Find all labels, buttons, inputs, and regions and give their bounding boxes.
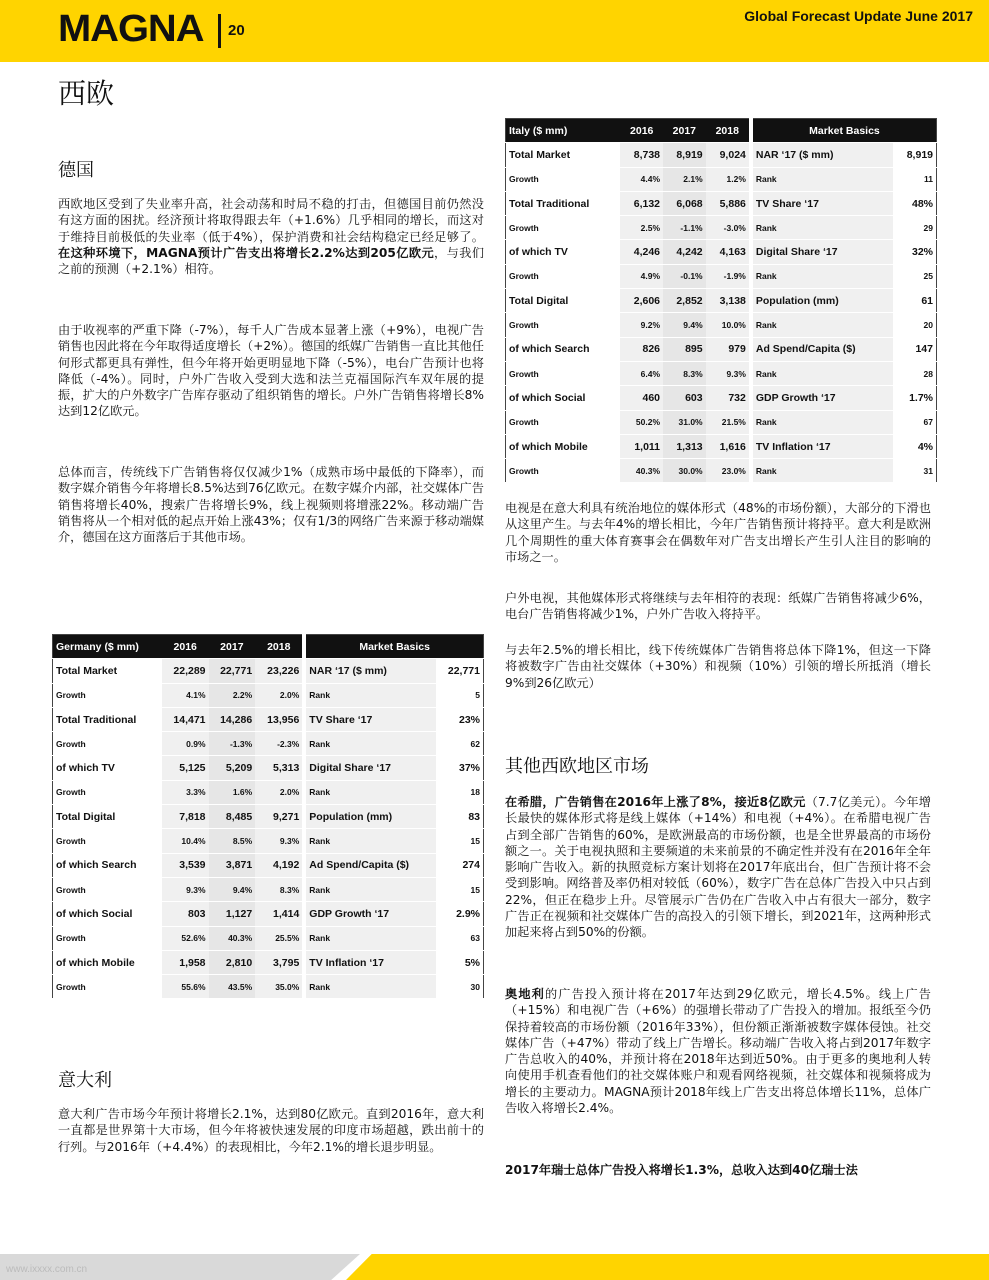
row-label: Growth — [53, 829, 162, 853]
germany-paragraph-1: 西欧地区受到了失业率升高，社会动荡和时局不稳的打击，但德国目前仍然没有这方面的困扰。经济预计将取得跟去年（+1.6%）几乎相同的增长，而这对于维持目前极低的失业率（低于4%），保护消费和社会结构稳定已经足够了。在这种环境下，MAGNA预计广告支出将增长2.2%达到205亿欧元，与我们之前的预测（+2.1%）相符。 — [58, 197, 485, 277]
austria-paragraph: 奥地利的广告投入预计将在2017年达到29亿欧元，增长4.5%。线上广告（+15%）和电视广告（+6%）的强增长带动了广告投入的增加。报纸至今仍保持着较高的市场份额（2016年33%），但份额正渐渐被数字媒体侵蚀。社交媒体广告（+47%）带动了线上广告增长。移动端广告收入将占到2017年数字广告总收入的40%，并预计将在2018年达到近50%。由于更多的奥地利人转向使用手机查看他们的社交媒体账户和观看网络视频，社交媒体和视频将成为增长的主要动力。MAGNA预计2018年线上广告支出将总体增长11%，总体广告收入将增长2.4%。 — [505, 987, 931, 1116]
basics-label: Population (mm) — [304, 805, 436, 829]
row-label: Growth — [53, 877, 162, 901]
row-label: of which Mobile — [53, 950, 162, 974]
basics-label: TV Share ‘17 — [304, 707, 436, 731]
basics-label: Rank — [304, 926, 436, 950]
value-cell: 4,242 — [663, 240, 706, 264]
value-cell: 8.3% — [255, 877, 304, 901]
table-row — [506, 434, 937, 458]
other-markets-heading: 其他西欧地区市场 — [505, 756, 649, 777]
table-row — [53, 805, 484, 829]
table-row — [506, 167, 937, 191]
market-basics-header: Market Basics — [304, 635, 483, 659]
greece-paragraph: 在希腊，广告销售在2016年上涨了8%，接近8亿欧元（7.7亿美元）。今年增长最快的媒体形式将是线上媒体（+14%）和电视（+4%）。在希腊电视广告占到全部广告销售的60%，是欧洲最高的市场份额，也是全世界最高的市场份额之一。关于电视执照和主要频道的未来前景的不确定性并没有在2016年全年影响广告收入。新的执照竞标方案计划将在2017年底出台，但广告预计将不会受到影响。网络普及率仍相对较低（60%），数字广告在总体广告投入中只占到22%，但正在稳步上升。尽管展示广告仍在广告收入中占有很大一部分，数字广告正在视频和社交媒体广告的高投入的引领下增长，到2021年，这两种形式加起来将占到50%的份额。 — [505, 795, 931, 940]
table-row — [506, 264, 937, 288]
basics-label: Population (mm) — [751, 289, 893, 313]
basics-value: 63 — [436, 926, 483, 950]
basics-label: Ad Spend/Capita ($) — [751, 337, 893, 361]
basics-value: 28 — [893, 361, 936, 385]
value-cell: 4,192 — [255, 853, 304, 877]
value-cell: 8.3% — [663, 361, 706, 385]
basics-label: Digital Share ‘17 — [304, 756, 436, 780]
row-label: of which TV — [506, 240, 621, 264]
value-cell: 4.1% — [162, 683, 209, 707]
basics-label: Rank — [304, 780, 436, 804]
value-cell: 40.3% — [209, 926, 256, 950]
row-label: Growth — [506, 313, 621, 337]
value-cell: 8.5% — [209, 829, 256, 853]
italy-paragraph-2: 电视是在意大利具有统治地位的媒体形式（48%的市场份额），大部分的下滑也从这里产生。与去年4%的增长相比，今年广告销售预计将持平。意大利是欧洲几个周期性的重大体育赛事会在偶数年对广告支出增长产生引人注目的影响的市场之一。 — [505, 501, 931, 564]
basics-value: 274 — [436, 853, 483, 877]
basics-value: 15 — [436, 877, 483, 901]
table-row — [506, 289, 937, 313]
value-cell: 1.2% — [706, 167, 751, 191]
row-label: of which Mobile — [506, 434, 621, 458]
basics-value: 23% — [436, 707, 483, 731]
value-cell: 31.0% — [663, 410, 706, 434]
basics-label: TV Inflation ‘17 — [304, 950, 436, 974]
value-cell: 10.4% — [162, 829, 209, 853]
value-cell: 40.3% — [620, 459, 663, 483]
basics-label: Rank — [751, 313, 893, 337]
table-row — [506, 240, 937, 264]
value-cell: 9.2% — [620, 313, 663, 337]
row-label: Growth — [53, 975, 162, 999]
table-row — [506, 216, 937, 240]
value-cell: 9.3% — [162, 877, 209, 901]
value-cell: 3,138 — [706, 289, 751, 313]
basics-value: 37% — [436, 756, 483, 780]
basics-value: 32% — [893, 240, 936, 264]
value-cell: 13,956 — [255, 707, 304, 731]
basics-value: 48% — [893, 191, 936, 215]
value-cell: 460 — [620, 386, 663, 410]
basics-label: Rank — [304, 732, 436, 756]
value-cell: 4.9% — [620, 264, 663, 288]
basics-label: Ad Spend/Capita ($) — [304, 853, 436, 877]
basics-value: 22,771 — [436, 659, 483, 683]
year-header: 2016 — [620, 119, 663, 143]
value-cell: 895 — [663, 337, 706, 361]
basics-label: Rank — [751, 459, 893, 483]
basics-label: NAR ‘17 ($ mm) — [751, 143, 893, 167]
switzerland-paragraph: 2017年瑞士总体广告投入将增长1.3%，总收入达到40亿瑞士法 — [505, 1163, 858, 1177]
value-cell: 50.2% — [620, 410, 663, 434]
basics-value: 4% — [893, 434, 936, 458]
year-header: 2018 — [255, 635, 304, 659]
germany-data-table — [52, 634, 484, 999]
value-cell: 2.2% — [209, 683, 256, 707]
magna-logo: MAGNA — [58, 8, 204, 50]
value-cell: 1.6% — [209, 780, 256, 804]
value-cell: -0.1% — [663, 264, 706, 288]
row-label: Total Market — [506, 143, 621, 167]
value-cell: 25.5% — [255, 926, 304, 950]
basics-label: Rank — [304, 975, 436, 999]
footer-yellow-band — [346, 1254, 989, 1280]
row-label: of which Social — [53, 902, 162, 926]
basics-value: 83 — [436, 805, 483, 829]
basics-value: 5 — [436, 683, 483, 707]
table-row — [506, 410, 937, 434]
row-label: Growth — [506, 361, 621, 385]
value-cell: 9.3% — [706, 361, 751, 385]
italy-paragraph-3: 户外电视，其他媒体形式将继续与去年相符的表现：纸媒广告销售将减少6%，电台广告销售将减少1%，户外广告收入将持平。 — [505, 591, 931, 622]
value-cell: 21.5% — [706, 410, 751, 434]
table-row — [53, 950, 484, 974]
basics-value: 147 — [893, 337, 936, 361]
value-cell: 8,738 — [620, 143, 663, 167]
page-number: 20 — [228, 22, 245, 39]
value-cell: 826 — [620, 337, 663, 361]
row-label: Total Digital — [506, 289, 621, 313]
value-cell: -3.0% — [706, 216, 751, 240]
value-cell: 8,919 — [663, 143, 706, 167]
value-cell: 35.0% — [255, 975, 304, 999]
value-cell: 3,795 — [255, 950, 304, 974]
value-cell: 30.0% — [663, 459, 706, 483]
value-cell: 803 — [162, 902, 209, 926]
value-cell: 55.6% — [162, 975, 209, 999]
value-cell: 5,886 — [706, 191, 751, 215]
row-label: Total Traditional — [506, 191, 621, 215]
row-label: Growth — [506, 410, 621, 434]
germany-heading: 德国 — [58, 160, 94, 181]
basics-value: 61 — [893, 289, 936, 313]
basics-label: GDP Growth ‘17 — [751, 386, 893, 410]
page-divider — [218, 14, 221, 48]
table-row — [506, 191, 937, 215]
table-row — [53, 829, 484, 853]
table-row — [506, 459, 937, 483]
value-cell: 6,132 — [620, 191, 663, 215]
table-row — [506, 361, 937, 385]
table-row — [53, 877, 484, 901]
value-cell: 4,163 — [706, 240, 751, 264]
value-cell: 4,246 — [620, 240, 663, 264]
value-cell: 1,313 — [663, 434, 706, 458]
watermark: www.ixxxx.com.cn — [6, 1264, 88, 1275]
section-title: 西欧 — [58, 77, 115, 110]
value-cell: 22,771 — [209, 659, 256, 683]
row-label: Total Digital — [53, 805, 162, 829]
value-cell: 7,818 — [162, 805, 209, 829]
row-label: Total Market — [53, 659, 162, 683]
italy-paragraph-4: 与去年2.5%的增长相比，线下传统媒体广告销售将总体下降1%，但这一下降将被数字广告由社交媒体（+30%）和视频（10%）引领的增长所抵消（增长9%到26亿欧元） — [505, 643, 931, 690]
table-row — [506, 313, 937, 337]
value-cell: -1.3% — [209, 732, 256, 756]
germany-paragraph-3: 总体而言，传统线下广告销售将仅仅减少1%（成熟市场中最低的下降率），而数字媒介销售今年将增长8.5%达到76亿欧元。在数字媒介内部，社交媒体广告销售将增长40%，搜索广告将增长9%，线上视频则将增涨22%。移动端广告销售将从一个相对低的起点开始上涨43%；仅有1/3的网络广告来源于移动端媒介，德国在这方面落后于其他市场。 — [58, 465, 484, 545]
value-cell: 2.0% — [255, 683, 304, 707]
basics-value: 1.7% — [893, 386, 936, 410]
italy-data-table — [505, 118, 937, 483]
basics-label: Rank — [751, 410, 893, 434]
value-cell: 9.4% — [663, 313, 706, 337]
year-header: 2016 — [162, 635, 209, 659]
value-cell: 2.1% — [663, 167, 706, 191]
value-cell: -2.3% — [255, 732, 304, 756]
row-label: Total Traditional — [53, 707, 162, 731]
value-cell: 2.5% — [620, 216, 663, 240]
value-cell: 2,810 — [209, 950, 256, 974]
value-cell: 1,616 — [706, 434, 751, 458]
row-label: of which TV — [53, 756, 162, 780]
table-row — [53, 780, 484, 804]
value-cell: 3,539 — [162, 853, 209, 877]
value-cell: 5,209 — [209, 756, 256, 780]
row-label: Growth — [53, 683, 162, 707]
basics-label: Rank — [751, 216, 893, 240]
row-label: Growth — [506, 167, 621, 191]
value-cell: -1.9% — [706, 264, 751, 288]
basics-value: 67 — [893, 410, 936, 434]
value-cell: 979 — [706, 337, 751, 361]
value-cell: 14,286 — [209, 707, 256, 731]
value-cell: 732 — [706, 386, 751, 410]
basics-label: Rank — [304, 683, 436, 707]
value-cell: 3.3% — [162, 780, 209, 804]
table-row — [53, 659, 484, 683]
row-label: Growth — [53, 780, 162, 804]
value-cell: 1,011 — [620, 434, 663, 458]
basics-label: Rank — [751, 167, 893, 191]
basics-label: Rank — [751, 264, 893, 288]
basics-label: Digital Share ‘17 — [751, 240, 893, 264]
row-label: of which Social — [506, 386, 621, 410]
basics-value: 31 — [893, 459, 936, 483]
table-row — [53, 732, 484, 756]
germany-paragraph-2: 由于收视率的严重下降（-7%），每千人广告成本显著上涨（+9%），电视广告销售也因此将在今年取得适度增长（+2%）。德国的纸媒广告销售一直比其他任何形式都更具有弹性，但今年将开始更明显地下降（-5%），电台广告预计也将降低（-4%）。同时，户外广告收入受到大选和法兰克福国际汽车双年展的提振，扩大的户外数字广告库存驱动了组织销售的增长。户外广告销售将增长8%达到12亿欧元。 — [58, 323, 484, 419]
value-cell: 0.9% — [162, 732, 209, 756]
value-cell: 23.0% — [706, 459, 751, 483]
row-label: Growth — [53, 926, 162, 950]
value-cell: -1.1% — [663, 216, 706, 240]
table-title-cell: Germany ($ mm) — [53, 635, 162, 659]
basics-value: 18 — [436, 780, 483, 804]
basics-label: Rank — [304, 829, 436, 853]
value-cell: 9,271 — [255, 805, 304, 829]
value-cell: 5,125 — [162, 756, 209, 780]
value-cell: 10.0% — [706, 313, 751, 337]
basics-value: 20 — [893, 313, 936, 337]
year-header: 2017 — [209, 635, 256, 659]
value-cell: 43.5% — [209, 975, 256, 999]
value-cell: 2,852 — [663, 289, 706, 313]
table-row — [53, 926, 484, 950]
basics-value: 29 — [893, 216, 936, 240]
value-cell: 2,606 — [620, 289, 663, 313]
value-cell: 1,127 — [209, 902, 256, 926]
table-row — [506, 143, 937, 167]
table-row — [53, 853, 484, 877]
value-cell: 9.4% — [209, 877, 256, 901]
basics-label: TV Inflation ‘17 — [751, 434, 893, 458]
value-cell: 9,024 — [706, 143, 751, 167]
table-row — [53, 975, 484, 999]
report-title: Global Forecast Update June 2017 — [744, 8, 973, 24]
basics-label: GDP Growth ‘17 — [304, 902, 436, 926]
value-cell: 52.6% — [162, 926, 209, 950]
row-label: Growth — [506, 216, 621, 240]
value-cell: 3,871 — [209, 853, 256, 877]
value-cell: 2.0% — [255, 780, 304, 804]
row-label: Growth — [53, 732, 162, 756]
table-title-cell: Italy ($ mm) — [506, 119, 621, 143]
value-cell: 23,226 — [255, 659, 304, 683]
row-label: Growth — [506, 264, 621, 288]
value-cell: 6,068 — [663, 191, 706, 215]
value-cell: 14,471 — [162, 707, 209, 731]
italy-paragraph-1: 意大利广告市场今年预计将增长2.1%，达到80亿欧元。直到2016年，意大利一直都是世界第十大市场，但今年将被快速发展的印度市场超越，跌出前十的行列。与2016年（+4.4%）的表现相比，今年2.1%的增长退步明显。 — [58, 1107, 484, 1154]
basics-value: 30 — [436, 975, 483, 999]
value-cell: 603 — [663, 386, 706, 410]
year-header: 2017 — [663, 119, 706, 143]
table-row — [53, 756, 484, 780]
basics-label: NAR ‘17 ($ mm) — [304, 659, 436, 683]
table-row — [506, 337, 937, 361]
basics-label: Rank — [751, 361, 893, 385]
row-label: of which Search — [53, 853, 162, 877]
basics-value: 5% — [436, 950, 483, 974]
basics-label: TV Share ‘17 — [751, 191, 893, 215]
row-label: of which Search — [506, 337, 621, 361]
table-row — [53, 683, 484, 707]
value-cell: 6.4% — [620, 361, 663, 385]
basics-value: 15 — [436, 829, 483, 853]
basics-value: 11 — [893, 167, 936, 191]
table-row — [53, 902, 484, 926]
basics-value: 2.9% — [436, 902, 483, 926]
basics-value: 25 — [893, 264, 936, 288]
table-row — [53, 707, 484, 731]
value-cell: 1,958 — [162, 950, 209, 974]
basics-label: Rank — [304, 877, 436, 901]
value-cell: 9.3% — [255, 829, 304, 853]
table-row — [506, 386, 937, 410]
value-cell: 8,485 — [209, 805, 256, 829]
basics-value: 8,919 — [893, 143, 936, 167]
value-cell: 22,289 — [162, 659, 209, 683]
market-basics-header: Market Basics — [751, 119, 937, 143]
italy-heading: 意大利 — [58, 1070, 112, 1091]
value-cell: 5,313 — [255, 756, 304, 780]
basics-value: 62 — [436, 732, 483, 756]
value-cell: 4.4% — [620, 167, 663, 191]
value-cell: 1,414 — [255, 902, 304, 926]
row-label: Growth — [506, 459, 621, 483]
year-header: 2018 — [706, 119, 751, 143]
